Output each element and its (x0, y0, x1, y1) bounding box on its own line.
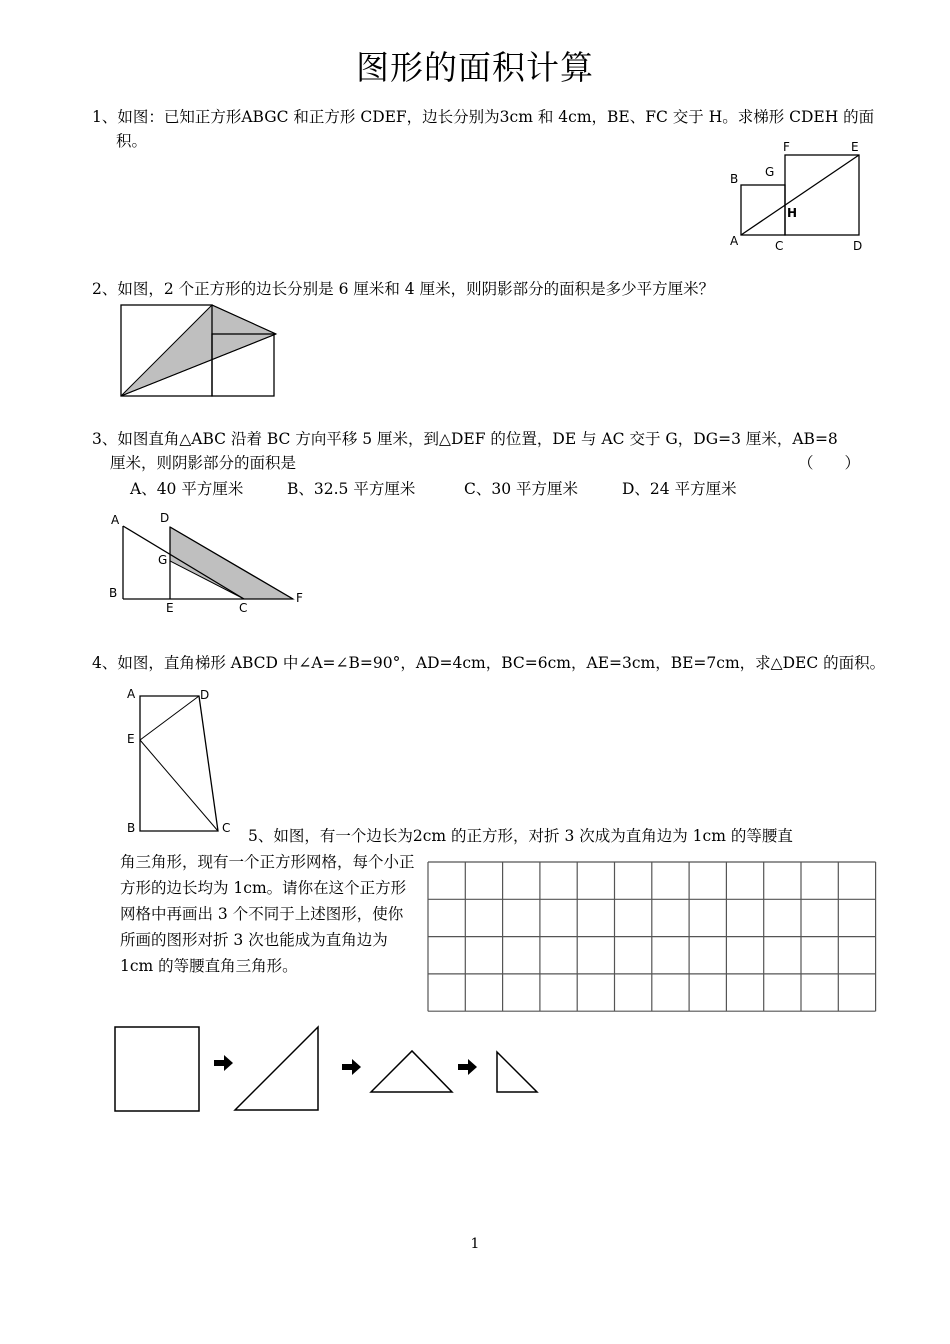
q3-answer-paren: （ ） (798, 454, 861, 472)
q5-grid (427, 861, 877, 1013)
q1-label-B: B (730, 172, 739, 186)
q5-folding-sequence (110, 1022, 550, 1117)
q4-text: 4、如图，直角梯形 ABCD 中∠A=∠B=90°，AD=4cm，BC=6cm，AE=3cm，BE=7cm，求△DEC 的面积。 (92, 654, 886, 672)
q5-text-body: 角三角形，现有一个正方形网格，每个小正方形的边长均为 1cm。请你在这个正方形网格中再画出 3 个不同于上述图形，使你所画的图形对折 3 次也能成为直角边为 1cm 的等腰直角三角形。 (120, 853, 415, 975)
q3-option-d: D、24 平方厘米 (622, 480, 737, 498)
arrow-icon (458, 1059, 477, 1075)
q4-label-C: C (222, 821, 231, 835)
fold-triangle-1 (235, 1027, 318, 1110)
q1-label-C: C (775, 239, 784, 253)
q3-label-B: B (109, 586, 118, 600)
q3-option-b: B、32.5 平方厘米 (287, 480, 416, 498)
q1-label-F: F (783, 140, 790, 154)
q4-label-E: E (127, 732, 135, 746)
q3-label-G: G (158, 553, 168, 567)
q5-text-line1: 5、如图，有一个边长为2cm 的正方形，对折 3 次成为直角边为 1cm 的等腰直 (248, 827, 793, 845)
q2-text: 2、如图，2 个正方形的边长分别是 6 厘米和 4 厘米，则阴影部分的面积是多少平方厘米？ (92, 280, 715, 298)
q2-figure (118, 302, 283, 402)
q3-figure (105, 510, 315, 620)
q1-label-E: E (851, 140, 859, 154)
q1-figure (725, 135, 875, 260)
q3-text-line2: 厘米，则阴影部分的面积是 (110, 454, 297, 472)
q3-label-D: D (160, 511, 170, 525)
q1-label-G: G (765, 165, 775, 179)
q1-label-D: D (853, 239, 863, 253)
arrow-icon (342, 1059, 361, 1075)
fold-square (115, 1027, 199, 1111)
q3-label-A: A (111, 513, 120, 527)
q3-text-line1: 3、如图直角△ABC 沿着 BC 方向平移 5 厘米，到△DEF 的位置，DE 与 AC 交于 G，DG=3 厘米，AB=8 (92, 430, 838, 448)
q4-label-D: D (200, 688, 210, 702)
q1-text-line1: 1、如图：已知正方形ABGC 和正方形 CDEF，边长分别为3cm 和 4cm，BE、FC 交于 H。求梯形 CDEH 的面 (92, 108, 875, 126)
q1-text-line2: 积。 (116, 132, 148, 150)
q4-figure (122, 684, 242, 834)
q3-option-a: A、40 平方厘米 (130, 480, 244, 498)
q3-label-F: F (296, 591, 303, 605)
fold-triangle-2 (371, 1051, 452, 1092)
q4-label-B: B (127, 821, 136, 835)
q1-label-A: A (730, 234, 739, 248)
q3-label-E: E (166, 601, 174, 615)
q3-label-C: C (239, 601, 248, 615)
page-title: 图形的面积计算 (356, 48, 594, 87)
q3-option-c: C、30 平方厘米 (464, 480, 579, 498)
page-number: 1 (470, 1236, 480, 1252)
arrow-icon (214, 1055, 233, 1071)
q4-label-A: A (127, 687, 136, 701)
q1-label-H: H (787, 206, 798, 220)
fold-triangle-3 (497, 1052, 537, 1092)
